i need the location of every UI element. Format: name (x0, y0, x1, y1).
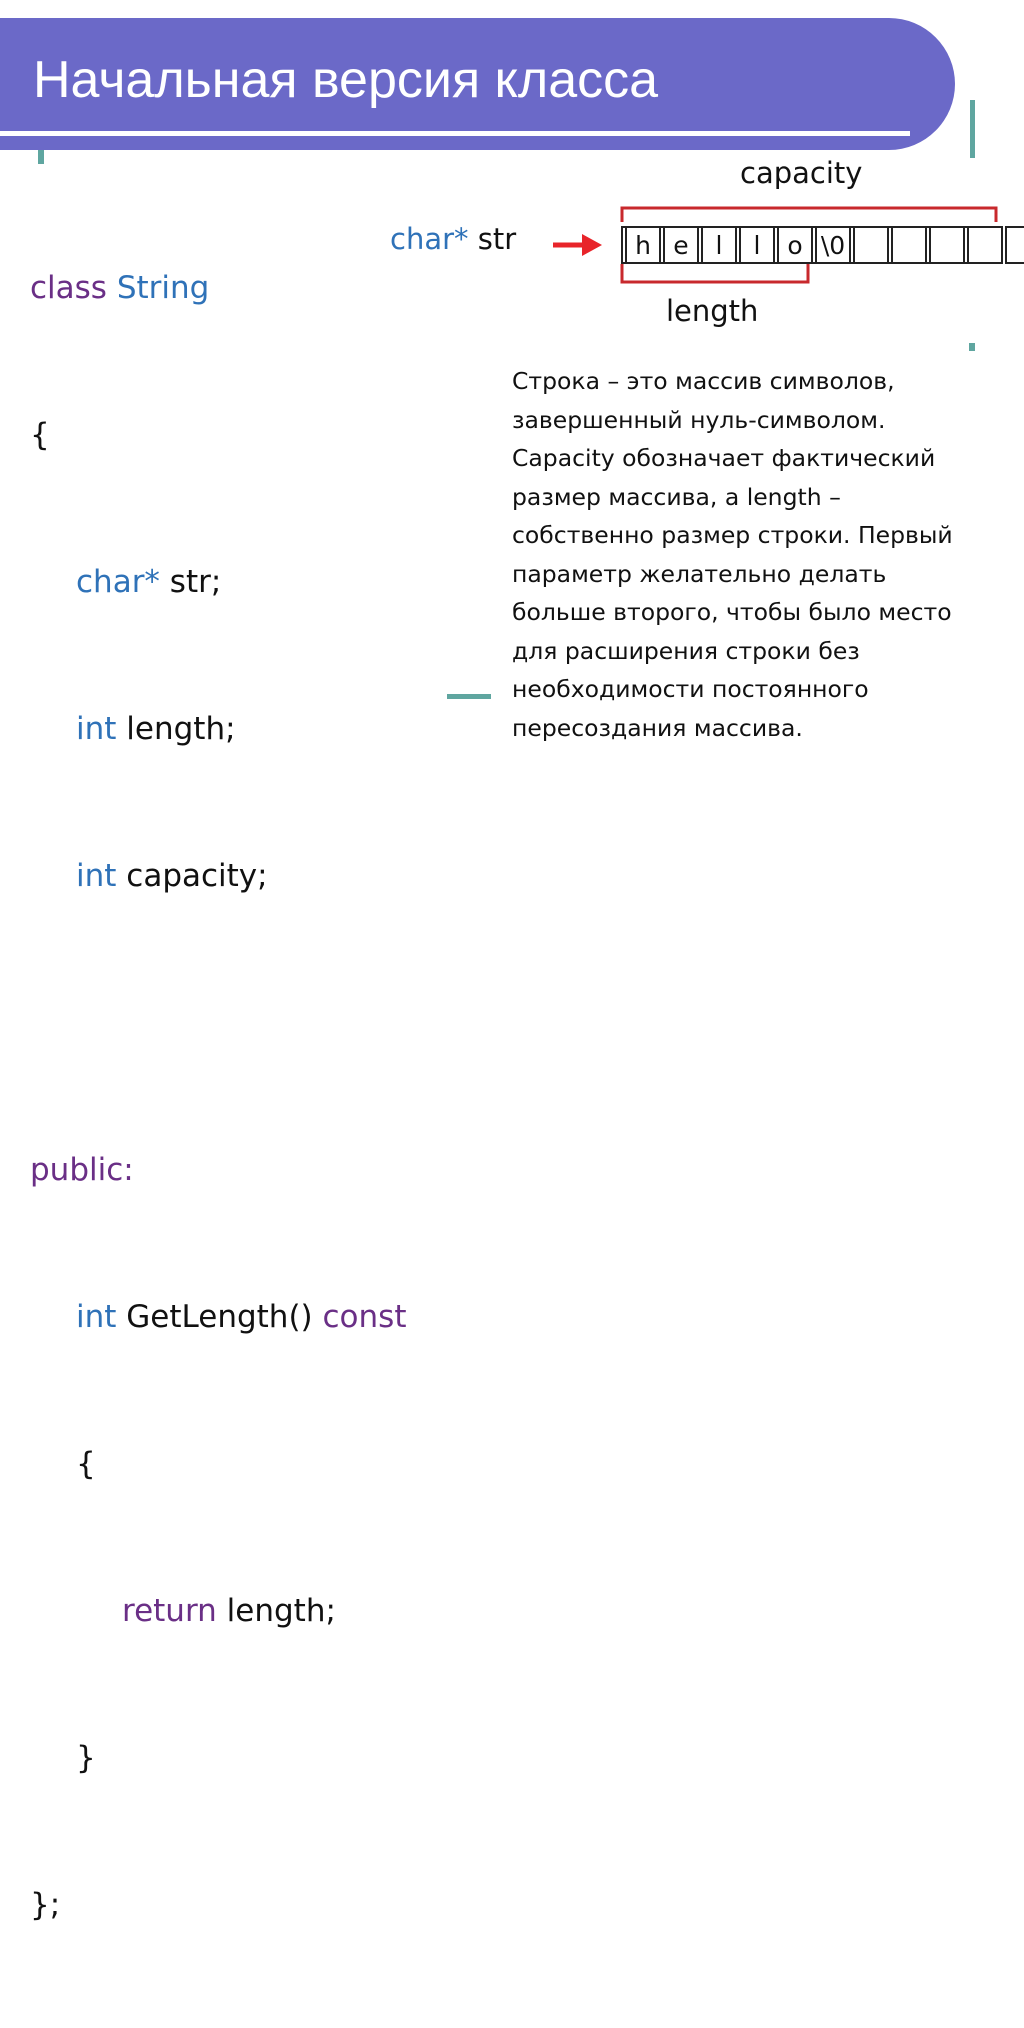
array-cell (930, 227, 964, 263)
length-label: length (666, 294, 759, 328)
array-cell (664, 227, 698, 263)
array-cell (1006, 227, 1024, 263)
code-line-7 (30, 1293, 406, 1342)
array-cell (740, 227, 774, 263)
array-cell-char: e (673, 231, 689, 260)
pointer-name: str (477, 222, 517, 256)
array-cell (702, 227, 736, 263)
code-line-5 (30, 852, 406, 901)
keyword-class: class (30, 270, 107, 306)
description-line: необходимости постоянного (512, 675, 869, 703)
code-line-8 (30, 1440, 406, 1489)
array-cell-char: h (635, 231, 651, 260)
description-line: больше второго, чтобы было место (512, 598, 952, 626)
close-brace: } (76, 1740, 96, 1776)
capacity-label: capacity (740, 156, 863, 190)
keyword-const: const (322, 1299, 407, 1335)
type-int: int (76, 1299, 117, 1335)
array-cell (968, 227, 1002, 263)
pointer-arrow-icon (553, 234, 602, 256)
array-cell (854, 227, 888, 263)
array-cell-char: l (753, 231, 761, 260)
type-int: int (76, 711, 117, 747)
close-brace-semicolon: }; (30, 1887, 61, 1923)
code-line-10 (30, 1734, 406, 1783)
code-line-11 (30, 1881, 406, 1930)
method-getlength: GetLength() (126, 1299, 313, 1335)
array-cell (626, 227, 660, 263)
description-line: пересоздания массива. (512, 713, 803, 742)
field-length: length; (126, 711, 236, 747)
type-int: int (76, 858, 117, 894)
return-value: length; (226, 1593, 336, 1629)
array-cell (892, 227, 926, 263)
description-line: параметр желательно делать (512, 559, 887, 588)
code-line-blank (30, 999, 406, 1048)
description-line: завершенный нуль-символом. (512, 405, 886, 434)
keyword-public: public: (30, 1152, 134, 1188)
description-line: размер массива, а length – (512, 482, 841, 511)
code-line-6 (30, 1146, 406, 1195)
keyword-return: return (122, 1593, 217, 1629)
type-char-ptr: char* (76, 564, 160, 600)
open-brace: { (76, 1446, 96, 1482)
field-capacity: capacity; (126, 858, 268, 894)
capacity-bracket (622, 208, 996, 222)
length-bracket (622, 264, 808, 282)
description-line: Capacity обозначает фактический (512, 444, 936, 472)
array-cell-char: \0 (820, 231, 846, 260)
array-cell-char: l (715, 231, 723, 260)
description-text (512, 362, 1012, 747)
slide-title: Начальная версия класса (33, 51, 659, 109)
array-cell-char: o (787, 231, 803, 260)
description-line: Строка – это массив символов, (512, 367, 895, 395)
field-str: str; (169, 564, 222, 600)
array-cells (626, 227, 1024, 263)
description-line: для расширения строки без (512, 636, 860, 665)
open-brace: { (30, 417, 50, 453)
code-line-9 (30, 1587, 406, 1636)
array-cell (778, 227, 812, 263)
array-cell (816, 227, 850, 263)
description-line: собственно размер строки. Первый (512, 521, 953, 549)
type-string: String (116, 270, 210, 306)
pointer-type: char* (390, 222, 469, 256)
